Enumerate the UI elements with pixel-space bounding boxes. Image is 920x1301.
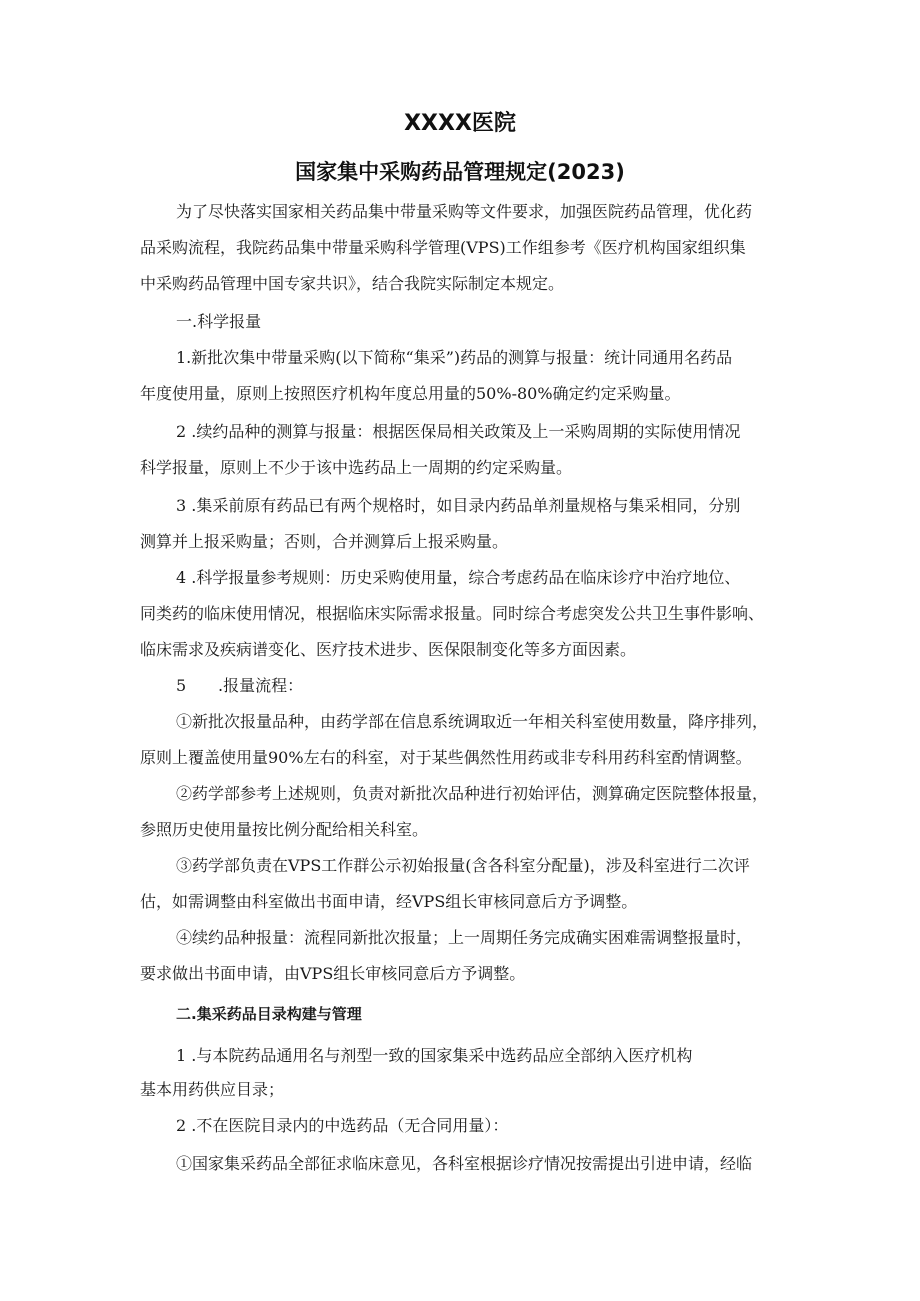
s1-item-4-line-1: 4 .科学报量参考规则：历史采购使用量，综合考虑药品在临床诊疗中治疗地位、: [176, 568, 741, 587]
section-1-heading: 一.科学报量: [176, 312, 262, 331]
section-2-heading: 二.集采药品目录构建与管理: [176, 1005, 362, 1023]
s1-item-4-line-2: 同类药的临床使用情况，根据临床实际需求报量。同时综合考虑突发公共卫生事件影响、: [140, 604, 765, 623]
s1-sub-3-line-1: ③药学部负责在VPS工作群公示初始报量(含各科室分配量)，涉及科室进行二次评: [176, 856, 750, 875]
s1-item-2-line-2: 科学报量，原则上不少于该中选药品上一周期的约定采购量。: [140, 458, 573, 477]
hospital-title: XXXX医院: [404, 111, 516, 136]
intro-line-1: 为了尽快落实国家相关药品集中带量采购等文件要求，加强医院药品管理，优化药: [176, 202, 753, 221]
s1-sub-1-line-2: 原则上覆盖使用量90%左右的科室，对于某些偶然性用药或非专科用药科室酌情调整。: [140, 748, 752, 767]
s1-item-1-line-2: 年度使用量，原则上按照医疗机构年度总用量的50%-80%确定约定采购量。: [140, 384, 681, 403]
s1-sub-4-line-2: 要求做出书面申请，由VPS组长审核同意后方予调整。: [140, 964, 526, 983]
s1-sub-2-line-1: ②药学部参考上述规则，负责对新批次品种进行初始评估，测算确定医院整体报量，: [176, 784, 769, 803]
s1-sub-1-line-1: ①新批次报量品种，由药学部在信息系统调取近一年相关科室使用数量，降序排列，: [176, 712, 769, 731]
s1-sub-2-line-2: 参照历史使用量按比例分配给相关科室。: [140, 820, 429, 839]
s1-item-5-text: .报量流程：: [218, 676, 304, 695]
s1-item-1-line-1: 1.新批次集中带量采购(以下简称“集采”)药品的测算与报量：统计同通用名药品: [176, 348, 733, 367]
intro-line-2: 品采购流程，我院药品集中带量采购科学管理(VPS)工作组参考《医疗机构国家组织集: [140, 238, 746, 257]
s2-item-1-line-2: 基本用药供应目录；: [140, 1080, 285, 1099]
s1-item-4-line-3: 临床需求及疾病谱变化、医疗技术进步、医保限制变化等多方面因素。: [140, 640, 637, 659]
s1-item-3-line-1: 3 .集采前原有药品已有两个规格时，如目录内药品单剂量规格与集采相同，分别: [176, 496, 741, 515]
s2-item-2: 2 .不在医院目录内的中选药品（无合同用量）：: [176, 1116, 509, 1135]
s1-item-5-number: 5: [176, 676, 187, 695]
s1-sub-4-line-1: ④续约品种报量：流程同新批次报量；上一周期任务完成确实困难需调整报量时，: [176, 928, 753, 947]
s1-item-3-line-2: 测算并上报采购量；否则，合并测算后上报采购量。: [140, 532, 509, 551]
s1-sub-3-line-2: 估，如需调整由科室做出书面申请，经VPS组长审核同意后方予调整。: [140, 892, 638, 911]
s2-item-1-line-1: 1 .与本院药品通用名与剂型一致的国家集采中选药品应全部纳入医疗机构: [176, 1046, 693, 1065]
document-title: 国家集中采购药品管理规定(2023): [295, 160, 625, 184]
s1-item-2-line-1: 2 .续约品种的测算与报量：根据医保局相关政策及上一采购周期的实际使用情况: [176, 422, 741, 441]
intro-line-3: 中采购药品管理中国专家共识》，结合我院实际制定本规定。: [140, 274, 565, 293]
s2-sub-1-line-1: ①国家集采药品全部征求临床意见，各科室根据诊疗情况按需提出引进申请，经临: [176, 1154, 753, 1173]
